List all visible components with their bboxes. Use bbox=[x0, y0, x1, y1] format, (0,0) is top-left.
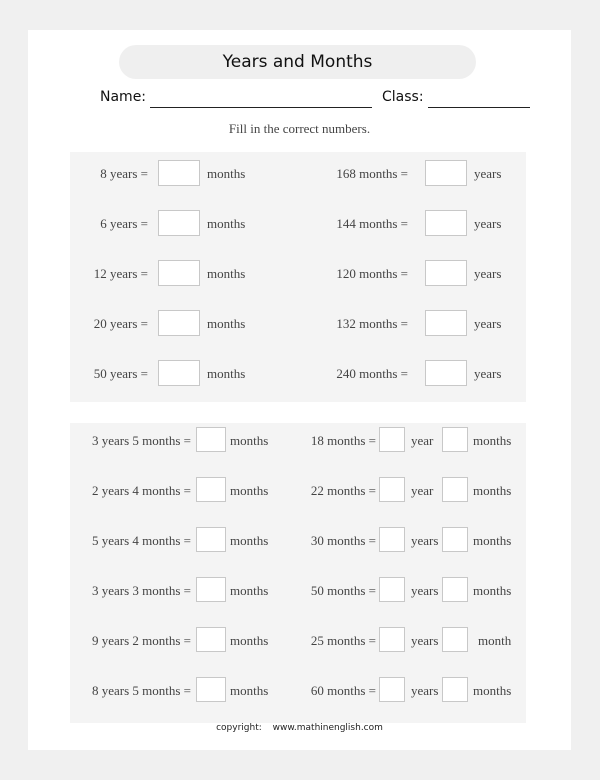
given-text: 50 months = bbox=[310, 583, 376, 598]
copyright-label: copyright: bbox=[216, 723, 262, 733]
part2-panel bbox=[70, 423, 526, 723]
unit-label: months bbox=[473, 433, 512, 448]
unit-label: months bbox=[230, 683, 269, 698]
footer bbox=[28, 723, 571, 733]
class-label: Class: bbox=[382, 89, 424, 105]
given-text: 60 months = bbox=[310, 683, 376, 698]
answer-box[interactable] bbox=[379, 577, 405, 602]
unit-label: year bbox=[411, 433, 434, 448]
given-text: 240 months = bbox=[336, 366, 408, 381]
given-text: 8 years = bbox=[100, 166, 148, 181]
given-text: 6 years = bbox=[100, 216, 148, 231]
given-text: 144 months = bbox=[336, 216, 408, 231]
answer-box[interactable] bbox=[158, 160, 200, 186]
unit-label: months bbox=[230, 583, 269, 598]
unit-label: years bbox=[474, 316, 502, 331]
list-item bbox=[70, 527, 526, 555]
given-text: 3 years 5 months = bbox=[91, 433, 191, 448]
unit-label: months bbox=[230, 483, 269, 498]
unit-label: years bbox=[411, 533, 439, 548]
list-item bbox=[70, 627, 526, 655]
unit-label: months bbox=[230, 433, 269, 448]
answer-box[interactable] bbox=[442, 577, 468, 602]
unit-label: months bbox=[207, 366, 246, 381]
answer-box[interactable] bbox=[379, 427, 405, 452]
answer-box[interactable] bbox=[158, 210, 200, 236]
site-link[interactable]: www.mathinenglish.com bbox=[272, 723, 383, 733]
answer-box[interactable] bbox=[425, 260, 467, 286]
worksheet-title: Years and Months bbox=[119, 45, 476, 79]
unit-label: years bbox=[474, 366, 502, 381]
given-text: 22 months = bbox=[310, 483, 376, 498]
answer-box[interactable] bbox=[196, 427, 226, 452]
given-text: 12 years = bbox=[93, 266, 148, 281]
list-item bbox=[70, 160, 526, 188]
unit-label: months bbox=[207, 266, 246, 281]
given-text: 132 months = bbox=[336, 316, 408, 331]
given-text: 50 years = bbox=[93, 366, 148, 381]
part1-panel bbox=[70, 152, 526, 402]
unit-label: years bbox=[474, 166, 502, 181]
unit-label: year bbox=[411, 483, 434, 498]
given-text: 168 months = bbox=[336, 166, 408, 181]
answer-box[interactable] bbox=[158, 360, 200, 386]
unit-label: months bbox=[207, 166, 246, 181]
answer-box[interactable] bbox=[379, 627, 405, 652]
given-text: 3 years 3 months = bbox=[91, 583, 191, 598]
answer-box[interactable] bbox=[442, 427, 468, 452]
class-line[interactable] bbox=[428, 107, 530, 108]
answer-box[interactable] bbox=[425, 160, 467, 186]
list-item bbox=[70, 477, 526, 505]
answer-box[interactable] bbox=[425, 310, 467, 336]
answer-box[interactable] bbox=[442, 677, 468, 702]
answer-box[interactable] bbox=[158, 310, 200, 336]
unit-label: months bbox=[473, 533, 512, 548]
list-item bbox=[70, 360, 526, 388]
list-item bbox=[70, 677, 526, 705]
given-text: 30 months = bbox=[310, 533, 376, 548]
list-item bbox=[70, 310, 526, 338]
given-text: 8 years 5 months = bbox=[91, 683, 191, 698]
given-text: 9 years 2 months = bbox=[91, 633, 191, 648]
given-text: 2 years 4 months = bbox=[91, 483, 191, 498]
unit-label: years bbox=[474, 216, 502, 231]
unit-label: years bbox=[411, 583, 439, 598]
name-line[interactable] bbox=[150, 107, 372, 108]
unit-label: years bbox=[411, 633, 439, 648]
unit-label: months bbox=[473, 683, 512, 698]
answer-box[interactable] bbox=[196, 477, 226, 502]
answer-box[interactable] bbox=[196, 677, 226, 702]
unit-label: months bbox=[207, 316, 246, 331]
list-item bbox=[70, 260, 526, 288]
answer-box[interactable] bbox=[442, 627, 468, 652]
name-label: Name: bbox=[100, 89, 147, 105]
name-class-row bbox=[100, 89, 540, 111]
answer-box[interactable] bbox=[379, 677, 405, 702]
list-item bbox=[70, 210, 526, 238]
answer-box[interactable] bbox=[196, 527, 226, 552]
instruction: Fill in the correct numbers. bbox=[228, 121, 371, 136]
unit-label: months bbox=[230, 633, 269, 648]
given-text: 18 months = bbox=[310, 433, 376, 448]
unit-label: months bbox=[230, 533, 269, 548]
answer-box[interactable] bbox=[196, 577, 226, 602]
unit-label: month bbox=[478, 633, 512, 648]
given-text: 120 months = bbox=[336, 266, 408, 281]
given-text: 25 months = bbox=[310, 633, 376, 648]
answer-box[interactable] bbox=[158, 260, 200, 286]
unit-label: months bbox=[473, 583, 512, 598]
unit-label: years bbox=[411, 683, 439, 698]
unit-label: months bbox=[473, 483, 512, 498]
worksheet bbox=[28, 30, 571, 750]
answer-box[interactable] bbox=[442, 477, 468, 502]
answer-box[interactable] bbox=[425, 360, 467, 386]
list-item bbox=[70, 427, 526, 455]
unit-label: years bbox=[474, 266, 502, 281]
unit-label: months bbox=[207, 216, 246, 231]
answer-box[interactable] bbox=[379, 527, 405, 552]
answer-box[interactable] bbox=[425, 210, 467, 236]
answer-box[interactable] bbox=[196, 627, 226, 652]
answer-box[interactable] bbox=[379, 477, 405, 502]
answer-box[interactable] bbox=[442, 527, 468, 552]
given-text: 5 years 4 months = bbox=[91, 533, 191, 548]
list-item bbox=[70, 577, 526, 605]
given-text: 20 years = bbox=[93, 316, 148, 331]
